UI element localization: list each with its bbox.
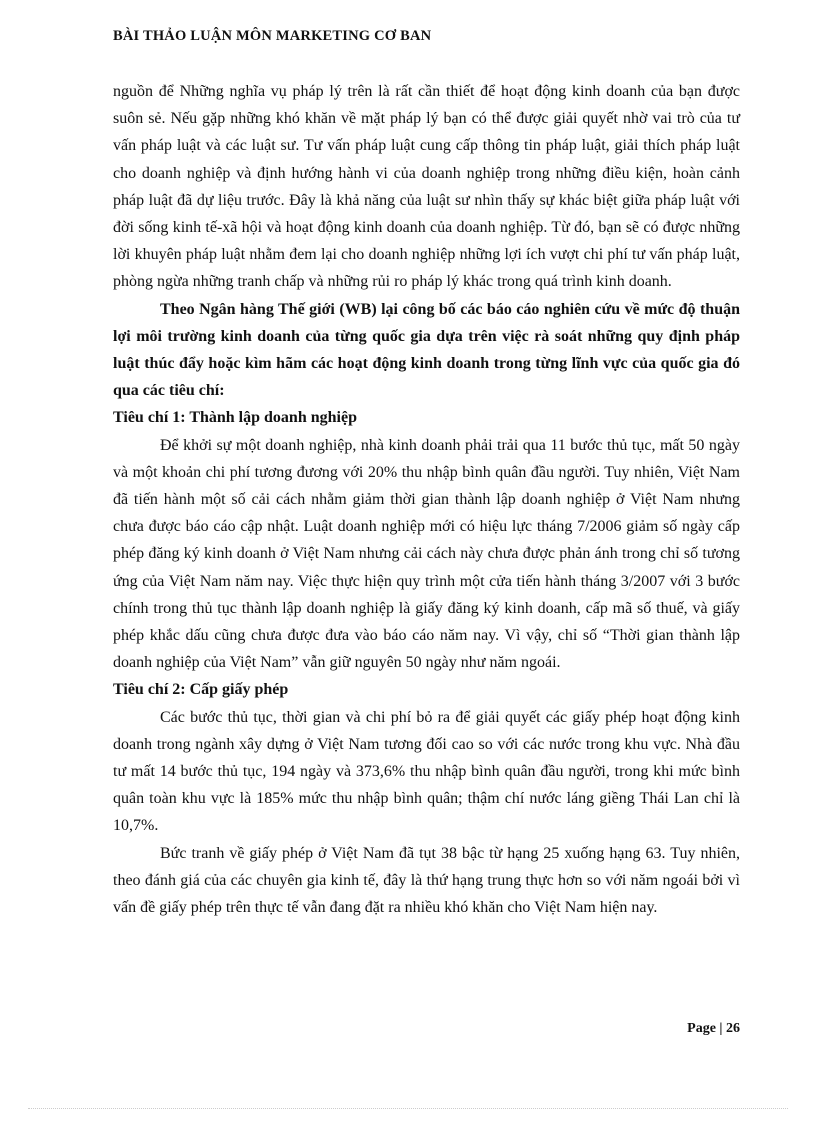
document-body [113, 78, 740, 921]
paragraph-licensing-ranking: Bức tranh về giấy phép ở Việt Nam đã tụt 38 bậc từ hạng 25 xuống hạng 63. Tuy nhiên, theo đánh giá của các chuyên gia kinh tế, đây là thứ hạng trung thực hơn so với năm ngoái bởi vì vấn đề giấy phép trên thực tế vẫn đang đặt ra nhiều khó khăn cho Việt Nam hiện nay. [113, 844, 740, 917]
page-bottom-divider [28, 1108, 788, 1109]
page-header-title: BÀI THẢO LUẬN MÔN MARKETING CƠ BAN [113, 28, 432, 44]
paragraph-business-registration: Để khởi sự một doanh nghiệp, nhà kinh doanh phải trải qua 11 bước thủ tục, mất 50 ngày và một khoản chi phí tương đương với 20% thu nhập bình quân đầu người. Tuy nhiên, Việt Nam đã tiến hành một số cải cách nhằm giảm thời gian thành lập doanh nghiệp ở Việt Nam nhưng chưa được báo cáo cập nhật. Luật doanh nghiệp mới có hiệu lực tháng 7/2006 giảm số ngày cấp phép đăng ký kinh doanh ở Việt Nam nhưng cải cách này chưa được phản ánh trong chỉ số tương ứng của Việt Nam năm nay. Việc thực hiện quy trình một cửa tiến hành tháng 3/2007 với 3 bước chính trong thủ tục thành lập doanh nghiệp là giấy đăng ký kinh doanh, cấp mã số thuế, và giấy phép khắc dấu cũng chưa được đưa vào báo cáo năm nay. Vì vậy, chỉ số “Thời gian thành lập doanh nghiệp của Việt Nam” vẫn giữ nguyên 50 ngày như năm ngoái. [113, 436, 740, 672]
heading-criterion-2: Tiêu chí 2: Cấp giấy phép [113, 681, 289, 699]
paragraph-legal-advice: nguồn để Những nghĩa vụ pháp lý trên là rất cần thiết để hoạt động kinh doanh của bạn được suôn sẻ. Nếu gặp những khó khăn về mặt pháp lý bạn có thể được giải quyết nhờ vai trò của tư vấn pháp luật và các luật sư. Tư vấn pháp luật cung cấp thông tin pháp luật, giải thích pháp luật cho doanh nghiệp và định hướng hành vi của doanh nghiệp trong những điều kiện, hoàn cảnh pháp luật đã dự liệu trước. Đây là khả năng của luật sư nhìn thấy sự khác biệt giữa pháp luật với đời sống kinh tế-xã hội và hoạt động kinh doanh của doanh nghiệp. Từ đó, bạn sẽ có được những lời khuyên pháp luật nhằm đem lại cho doanh nghiệp những lợi ích vượt chi phí tư vấn pháp luật, phòng ngừa những tranh chấp và những rủi ro pháp lý khác trong quá trình kinh doanh. [113, 83, 740, 291]
paragraph-licensing-costs: Các bước thủ tục, thời gian và chi phí bỏ ra để giải quyết các giấy phép hoạt động kinh doanh trong ngành xây dựng ở Việt Nam tương đối cao so với các nước trong khu vực. Nhà đầu tư mất 14 bước thủ tục, 194 ngày và 373,6% thu nhập bình quân đầu người, trong khi mức bình quân toàn khu vực là 185% mức thu nhập bình quân; thậm chí nước láng giềng Thái Lan chỉ là 10,7%. [113, 708, 740, 835]
heading-criterion-1: Tiêu chí 1: Thành lập doanh nghiệp [113, 409, 357, 427]
paragraph-world-bank: Theo Ngân hàng Thế giới (WB) lại công bố các báo cáo nghiên cứu về mức độ thuận lợi môi trường kinh doanh của từng quốc gia dựa trên việc rà soát những quy định pháp luật thúc đẩy hoặc kìm hãm các hoạt động kinh doanh trong từng lĩnh vực của quốc gia đó qua các tiêu chí: [113, 300, 740, 400]
page-number: Page | 26 [687, 1021, 740, 1036]
